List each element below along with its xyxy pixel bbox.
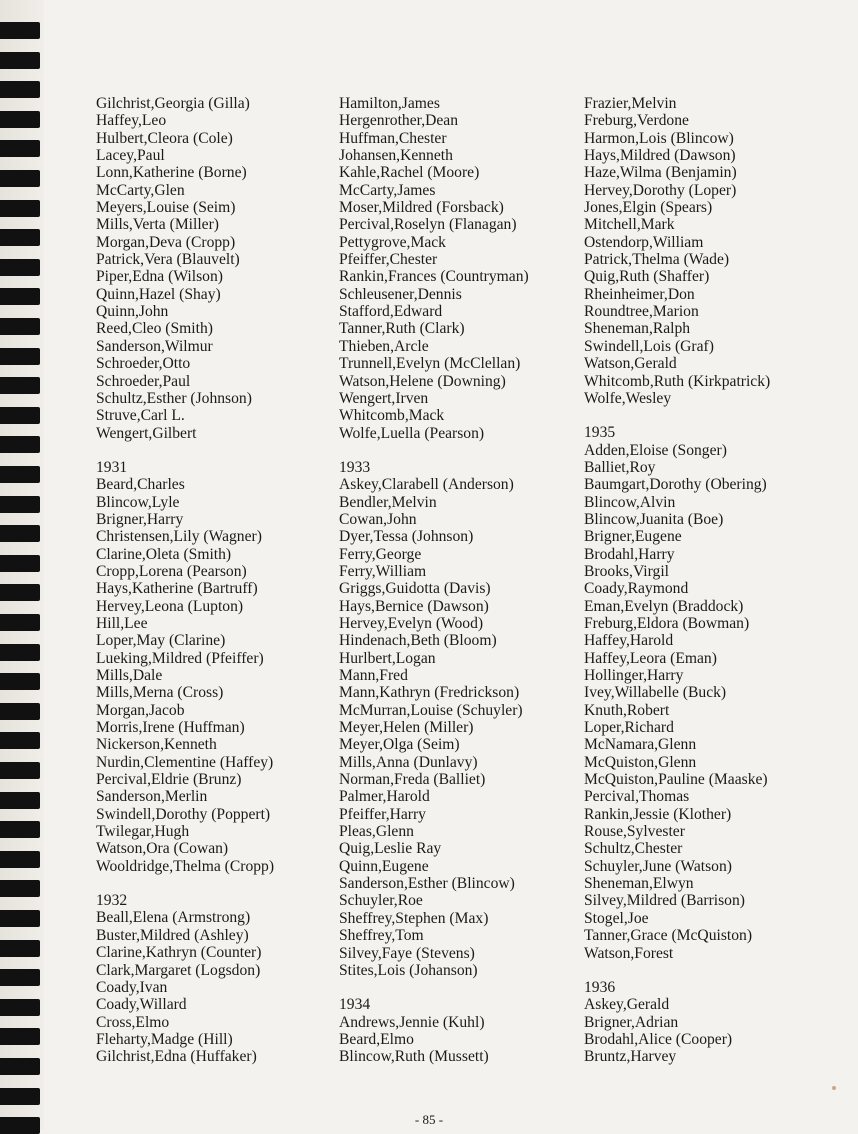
year-heading: 1931 — [96, 458, 128, 476]
name-entry: Hollinger,Harry — [584, 667, 684, 684]
name-entry: Swindell,Dorothy (Poppert) — [96, 805, 271, 823]
binding-hole — [0, 821, 40, 838]
name-entry: Schleusener,Dennis — [339, 285, 462, 303]
binding-hole — [0, 111, 40, 128]
name-column-2 — [339, 95, 609, 1066]
name-entry: Blincow,Ruth (Mussett) — [339, 1048, 489, 1066]
name-entry: Tanner,Grace (McQuiston) — [584, 927, 753, 945]
year-heading: 1936 — [584, 978, 616, 996]
name-entry: Blincow,Alvin — [584, 493, 676, 511]
name-entry: Hergenrother,Dean — [339, 112, 459, 130]
name-entry: Whitcomb,Mack — [339, 407, 445, 425]
name-entry: Watson,Forest — [584, 944, 674, 962]
name-entry: Morgan,Deva (Cropp) — [96, 233, 236, 251]
name-entry: Ferry,George — [339, 545, 422, 563]
name-entry: Schuyler,June (Watson) — [584, 857, 732, 875]
name-entry: Askey,Gerald — [584, 996, 670, 1014]
name-entry: Patrick,Thelma (Wade) — [584, 251, 730, 269]
name-entry: Twilegar,Hugh — [96, 823, 190, 841]
name-column-3 — [584, 95, 854, 1066]
name-entry: Sheffrey,Tom — [339, 927, 424, 945]
name-entry: Hurlbert,Logan — [339, 649, 436, 667]
binding-hole — [0, 584, 40, 601]
name-entry: Beall,Elena (Armstrong) — [96, 909, 251, 927]
year-section — [339, 95, 609, 442]
name-entry: Harmon,Lois (Blincow) — [584, 129, 734, 147]
name-entry: Stafford,Edward — [339, 303, 443, 321]
binding-hole — [0, 407, 40, 424]
year-section — [584, 95, 854, 407]
name-entry: Nickerson,Kenneth — [96, 736, 217, 754]
name-entry: Thieben,Arcle — [339, 337, 429, 355]
name-entry: Quig,Leslie Ray — [339, 840, 442, 858]
name-entry: McQuiston,Pauline (Maaske) — [584, 771, 768, 789]
year-heading: 1935 — [584, 424, 616, 442]
binding-hole — [0, 1058, 40, 1075]
name-entry: Hill,Lee — [96, 614, 148, 632]
name-entry: Adden,Eloise (Songer) — [584, 441, 727, 459]
name-entry: Wolfe,Luella (Pearson) — [339, 424, 485, 442]
name-entry: Clarine,Kathryn (Counter) — [96, 944, 262, 962]
name-entry: Clark,Margaret (Logsdon) — [96, 961, 261, 979]
year-heading: 1932 — [96, 892, 128, 910]
binding-hole — [0, 52, 40, 69]
name-entry: Hays,Bernice (Dawson) — [339, 597, 489, 615]
name-entry: Wooldridge,Thelma (Cropp) — [96, 857, 275, 875]
name-entry: Buster,Mildred (Ashley) — [96, 926, 249, 944]
name-entry: Balliet,Roy — [584, 458, 656, 476]
name-entry: Brodahl,Alice (Cooper) — [584, 1030, 733, 1048]
name-entry: Haffey,Leora (Eman) — [584, 649, 717, 667]
name-entry: Meyer,Helen (Miller) — [339, 719, 474, 737]
name-entry: Reed,Cleo (Smith) — [96, 320, 213, 338]
name-entry: Whitcomb,Ruth (Kirkpatrick) — [584, 372, 771, 390]
name-entry: Pettygrove,Mack — [339, 233, 446, 251]
name-entry: Wengert,Gilbert — [96, 424, 197, 442]
name-entry: Sanderson,Wilmur — [96, 337, 213, 355]
name-entry: Stites,Lois (Johanson) — [339, 961, 478, 979]
binding-hole — [0, 880, 40, 897]
year-heading: 1933 — [339, 458, 371, 476]
year-section — [584, 979, 854, 1066]
name-entry: Morgan,Jacob — [96, 701, 185, 719]
name-entry: Bendler,Melvin — [339, 493, 437, 511]
binding-hole — [0, 259, 40, 276]
binding-hole — [0, 140, 40, 157]
binding-hole — [0, 614, 40, 631]
name-entry: Bruntz,Harvey — [584, 1048, 677, 1066]
name-entry: Andrews,Jennie (Kuhl) — [339, 1013, 485, 1031]
binding-hole — [0, 940, 40, 957]
name-entry: Wengert,Irven — [339, 389, 429, 407]
name-entry: Askey,Clarabell (Anderson) — [339, 476, 514, 494]
name-entry: Rheinheimer,Don — [584, 285, 695, 303]
name-entry: McMurran,Louise (Schuyler) — [339, 701, 523, 719]
name-entry: Knuth,Robert — [584, 701, 670, 719]
binding-hole — [0, 1028, 40, 1045]
binding-hole — [0, 999, 40, 1016]
name-entry: Patrick,Vera (Blauvelt) — [96, 251, 240, 269]
name-entry: Hays,Katherine (Bartruff) — [96, 580, 258, 598]
binding-hole — [0, 288, 40, 305]
name-entry: Jones,Elgin (Spears) — [584, 199, 713, 217]
year-section — [339, 459, 609, 979]
binding-hole — [0, 732, 40, 749]
name-entry: Gilchrist,Edna (Huffaker) — [96, 1048, 257, 1066]
name-entry: Roundtree,Marion — [584, 303, 699, 321]
binding-hole — [0, 1088, 40, 1105]
name-entry: Cropp,Lorena (Pearson) — [96, 562, 247, 580]
name-entry: Palmer,Harold — [339, 788, 430, 806]
name-entry: Morris,Irene (Huffman) — [96, 719, 245, 737]
name-entry: Hulbert,Cleora (Cole) — [96, 129, 233, 147]
year-section — [96, 459, 366, 875]
name-entry: Tanner,Ruth (Clark) — [339, 320, 465, 338]
name-entry: Cross,Elmo — [96, 1013, 170, 1031]
name-entry: Schroeder,Otto — [96, 355, 191, 373]
year-section — [96, 95, 366, 442]
name-entry: McCarty,Glen — [96, 181, 185, 199]
binding-hole — [0, 229, 40, 246]
name-entry: Watson,Ora (Cowan) — [96, 840, 229, 858]
name-entry: Pfeiffer,Harry — [339, 805, 426, 823]
name-entry: Schroeder,Paul — [96, 372, 191, 390]
page-number: - 85 - — [414, 1112, 444, 1127]
name-entry: Freburg,Eldora (Bowman) — [584, 614, 750, 632]
name-entry: Griggs,Guidotta (Davis) — [339, 580, 491, 598]
name-entry: Pfeiffer,Chester — [339, 251, 438, 269]
name-entry: Brigner,Eugene — [584, 528, 682, 546]
binding-hole — [0, 81, 40, 98]
year-section — [339, 996, 609, 1065]
name-entry: Quinn,John — [96, 303, 169, 321]
spiral-binding — [0, 0, 44, 1130]
name-entry: Frazier,Melvin — [584, 95, 677, 112]
name-entry: Schultz,Chester — [584, 840, 683, 858]
name-entry: Watson,Gerald — [584, 355, 677, 373]
name-entry: Rankin,Jessie (Klother) — [584, 805, 732, 823]
name-entry: Hamilton,James — [339, 95, 440, 112]
name-entry: Watson,Helene (Downing) — [339, 372, 506, 390]
name-entry: McNamara,Glenn — [584, 736, 697, 754]
name-entry: Percival,Roselyn (Flanagan) — [339, 216, 517, 234]
name-entry: Mann,Kathryn (Fredrickson) — [339, 684, 520, 702]
name-entry: Brigner,Harry — [96, 510, 184, 528]
name-entry: McQuiston,Glenn — [584, 753, 697, 771]
name-entry: Struve,Carl L. — [96, 407, 185, 425]
name-entry: Gilchrist,Georgia (Gilla) — [96, 95, 250, 112]
binding-hole — [0, 170, 40, 187]
name-entry: Cowan,John — [339, 510, 417, 528]
name-entry: Sanderson,Esther (Blincow) — [339, 875, 515, 893]
name-entry: Quinn,Hazel (Shay) — [96, 285, 221, 303]
name-entry: Haffey,Leo — [96, 112, 167, 130]
name-entry: Lueking,Mildred (Pfeiffer) — [96, 649, 264, 667]
name-entry: Hervey,Evelyn (Wood) — [339, 614, 484, 632]
binding-hole — [0, 22, 40, 39]
name-entry: Silvey,Mildred (Barrison) — [584, 892, 745, 910]
name-entry: Pleas,Glenn — [339, 823, 414, 841]
name-entry: Blincow,Lyle — [96, 493, 180, 511]
name-entry: Sheffrey,Stephen (Max) — [339, 909, 489, 927]
name-entry: Eman,Evelyn (Braddock) — [584, 597, 744, 615]
name-entry: Brigner,Adrian — [584, 1013, 679, 1031]
name-entry: Brooks,Virgil — [584, 562, 669, 580]
binding-hole — [0, 318, 40, 335]
binding-hole — [0, 496, 40, 513]
name-entry: Ivey,Willabelle (Buck) — [584, 684, 727, 702]
name-entry: Percival,Eldrie (Brunz) — [96, 771, 242, 789]
binding-hole — [0, 525, 40, 542]
binding-hole — [0, 348, 40, 365]
name-entry: Ostendorp,William — [584, 233, 704, 251]
year-section — [96, 892, 366, 1065]
name-entry: Huffman,Chester — [339, 129, 447, 147]
name-entry: Haze,Wilma (Benjamin) — [584, 164, 737, 182]
name-entry: Sanderson,Merlin — [96, 788, 208, 806]
name-entry: Norman,Freda (Balliet) — [339, 771, 486, 789]
name-entry: Quinn,Eugene — [339, 857, 429, 875]
year-section — [584, 424, 854, 962]
name-entry: Haffey,Harold — [584, 632, 674, 650]
name-entry: Sheneman,Ralph — [584, 320, 691, 338]
binding-hole — [0, 762, 40, 779]
name-entry: Mitchell,Mark — [584, 216, 675, 234]
name-entry: Silvey,Faye (Stevens) — [339, 944, 475, 962]
name-entry: Hervey,Leona (Lupton) — [96, 597, 244, 615]
name-entry: Loper,Richard — [584, 719, 674, 737]
name-entry: Johansen,Kenneth — [339, 147, 453, 165]
name-entry: Meyers,Louise (Seim) — [96, 199, 236, 217]
binding-hole — [0, 555, 40, 572]
name-entry: Lacey,Paul — [96, 147, 165, 165]
name-entry: McCarty,James — [339, 181, 436, 199]
binding-hole — [0, 910, 40, 927]
name-entry: Beard,Charles — [96, 476, 185, 494]
name-entry: Clarine,Oleta (Smith) — [96, 545, 232, 563]
name-entry: Schultz,Esther (Johnson) — [96, 389, 252, 407]
name-entry: Sheneman,Elwyn — [584, 875, 694, 893]
name-entry: Meyer,Olga (Seim) — [339, 736, 460, 754]
binding-hole — [0, 644, 40, 661]
year-heading: 1934 — [339, 996, 371, 1014]
name-entry: Coady,Willard — [96, 996, 187, 1014]
paper-speck — [832, 1086, 836, 1090]
binding-hole — [0, 466, 40, 483]
name-entry: Swindell,Lois (Graf) — [584, 337, 714, 355]
name-entry: Mills,Anna (Dunlavy) — [339, 753, 478, 771]
name-entry: Kahle,Rachel (Moore) — [339, 164, 480, 182]
name-entry: Coady,Raymond — [584, 580, 689, 598]
name-entry: Baumgart,Dorothy (Obering) — [584, 476, 767, 494]
name-entry: Quig,Ruth (Shaffer) — [584, 268, 710, 286]
binding-hole — [0, 969, 40, 986]
name-entry: Coady,Ivan — [96, 978, 168, 996]
name-entry: Nurdin,Clementine (Haffey) — [96, 753, 274, 771]
name-entry: Trunnell,Evelyn (McClellan) — [339, 355, 521, 373]
binding-hole — [0, 436, 40, 453]
name-entry: Christensen,Lily (Wagner) — [96, 528, 262, 546]
name-entry: Mills,Verta (Miller) — [96, 216, 219, 234]
binding-hole — [0, 792, 40, 809]
name-entry: Blincow,Juanita (Boe) — [584, 510, 724, 528]
name-entry: Dyer,Tessa (Johnson) — [339, 528, 474, 546]
name-entry: Stogel,Joe — [584, 909, 649, 927]
name-entry: Hindenach,Beth (Bloom) — [339, 632, 497, 650]
binding-hole — [0, 377, 40, 394]
name-entry: Percival,Thomas — [584, 788, 690, 806]
name-entry: Lonn,Katherine (Borne) — [96, 164, 247, 182]
name-entry: Hays,Mildred (Dawson) — [584, 147, 736, 165]
name-entry: Mills,Merna (Cross) — [96, 684, 224, 702]
name-entry: Moser,Mildred (Forsback) — [339, 199, 504, 217]
name-entry: Freburg,Verdone — [584, 112, 689, 130]
name-entry: Rouse,Sylvester — [584, 823, 685, 841]
name-entry: Loper,May (Clarine) — [96, 632, 226, 650]
name-entry: Mills,Dale — [96, 667, 163, 684]
name-entry: Hervey,Dorothy (Loper) — [584, 181, 737, 199]
name-entry: Fleharty,Madge (Hill) — [96, 1030, 233, 1048]
name-entry: Rankin,Frances (Countryman) — [339, 268, 529, 286]
name-column-1 — [96, 95, 366, 1066]
binding-hole — [0, 200, 40, 217]
name-entry: Ferry,William — [339, 562, 427, 580]
name-entry: Piper,Edna (Wilson) — [96, 268, 223, 286]
binding-hole — [0, 703, 40, 720]
binding-hole — [0, 851, 40, 868]
name-entry: Mann,Fred — [339, 667, 408, 684]
name-entry: Beard,Elmo — [339, 1030, 414, 1048]
name-entry: Brodahl,Harry — [584, 545, 675, 563]
binding-hole — [0, 673, 40, 690]
name-entry: Wolfe,Wesley — [584, 389, 672, 407]
name-entry: Schuyler,Roe — [339, 892, 423, 910]
